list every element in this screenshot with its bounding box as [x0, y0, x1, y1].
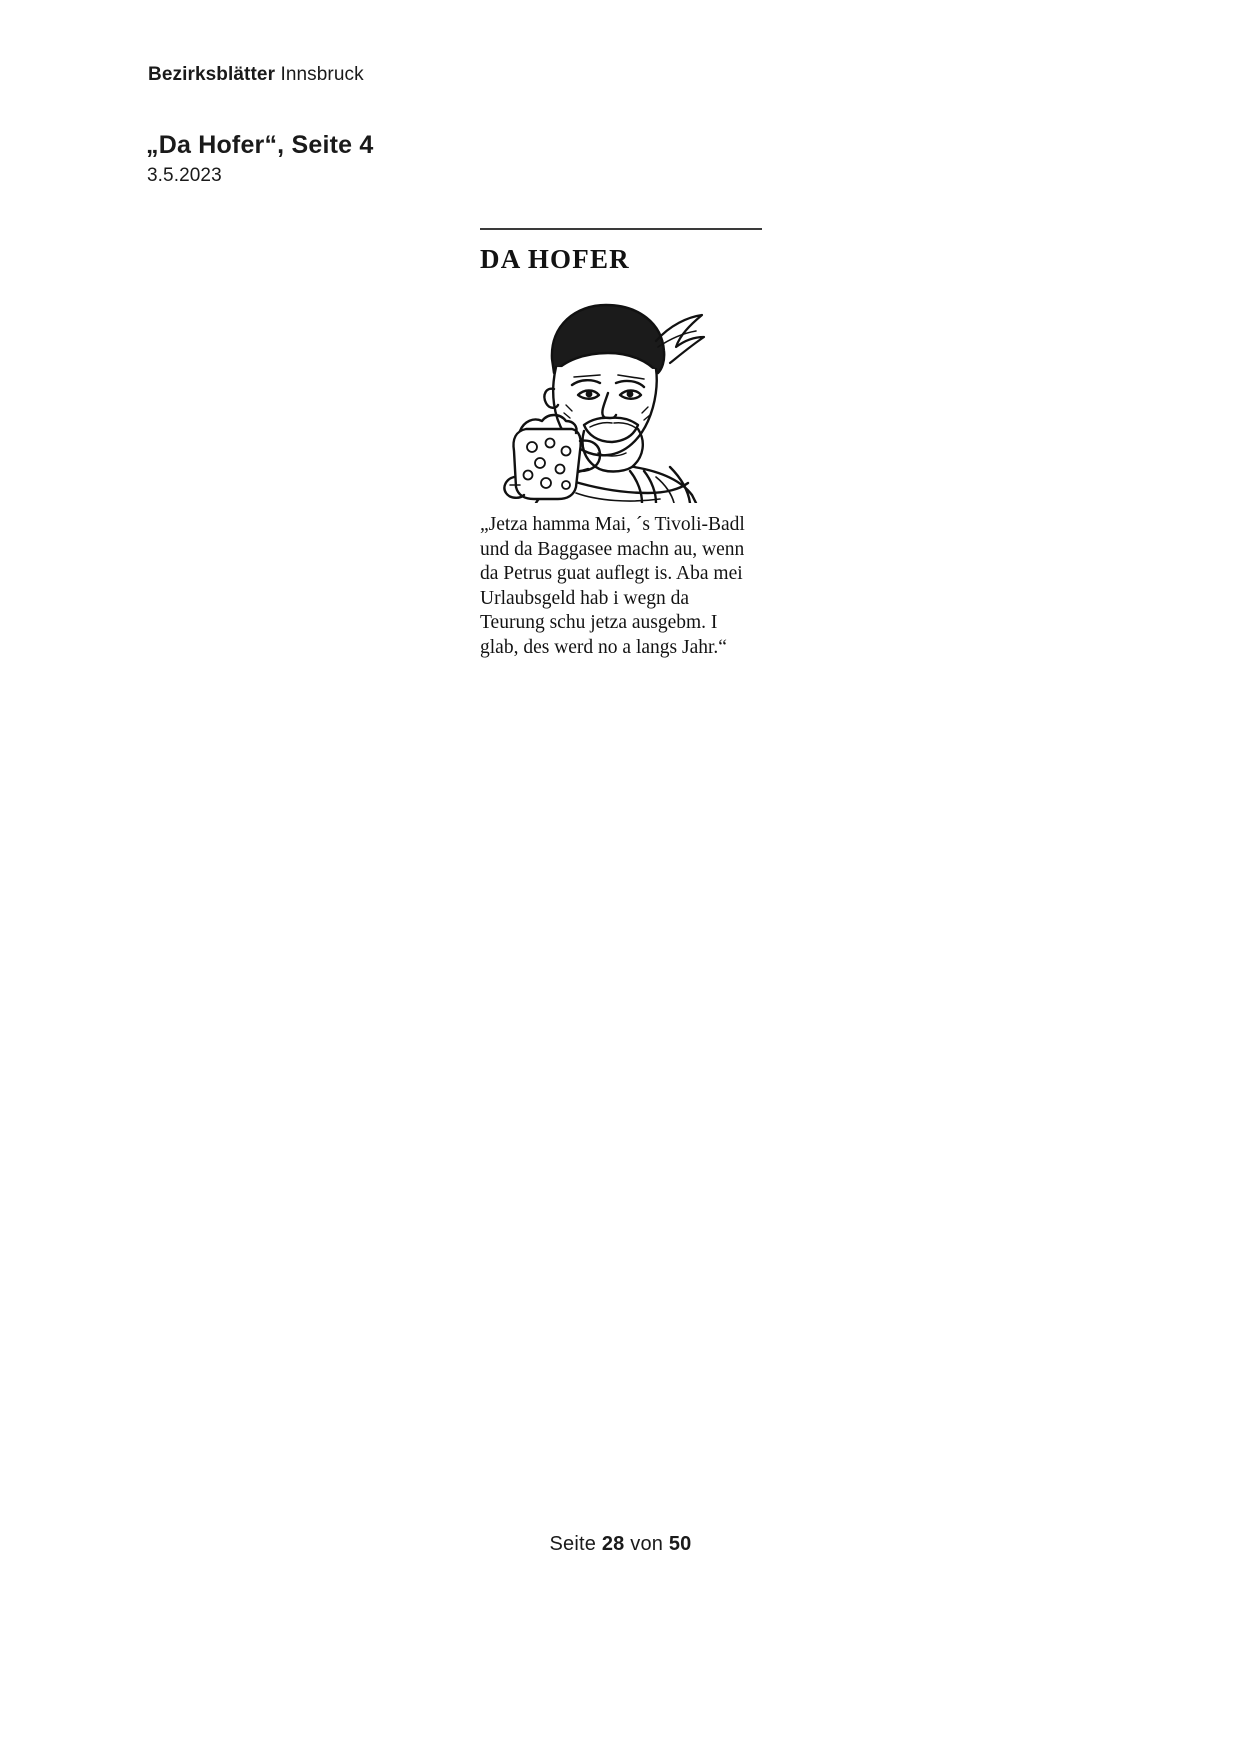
page-title: „Da Hofer“, Seite 4	[146, 131, 374, 159]
masthead	[148, 63, 364, 87]
masthead-brand: Bezirksblätter	[148, 64, 276, 85]
masthead-edition: Innsbruck	[275, 64, 364, 85]
clipping-heading: DA HOFER	[480, 244, 630, 274]
da-hofer-cartoon-icon	[480, 281, 762, 503]
footer-current-page: 28	[601, 1533, 625, 1555]
cartoon-illustration	[480, 281, 762, 503]
page-date: 3.5.2023	[147, 165, 222, 186]
page-footer	[0, 1533, 1241, 1556]
footer-total-pages: 50	[668, 1533, 692, 1555]
footer-prefix: Seite	[549, 1533, 602, 1555]
clipping-divider	[480, 228, 762, 230]
clipping	[478, 228, 770, 660]
footer-middle: von	[624, 1533, 669, 1555]
clipping-quote: „Jetza hamma Mai, ´s Tivoli-Badl und da Baggasee machn au, wenn da Petrus guat auflegt is. Aba mei Urlaubsgeld hab i wegn da Teurung schu jetza ausgebm. I glab, des werd no a langs Jahr.“	[480, 514, 745, 658]
